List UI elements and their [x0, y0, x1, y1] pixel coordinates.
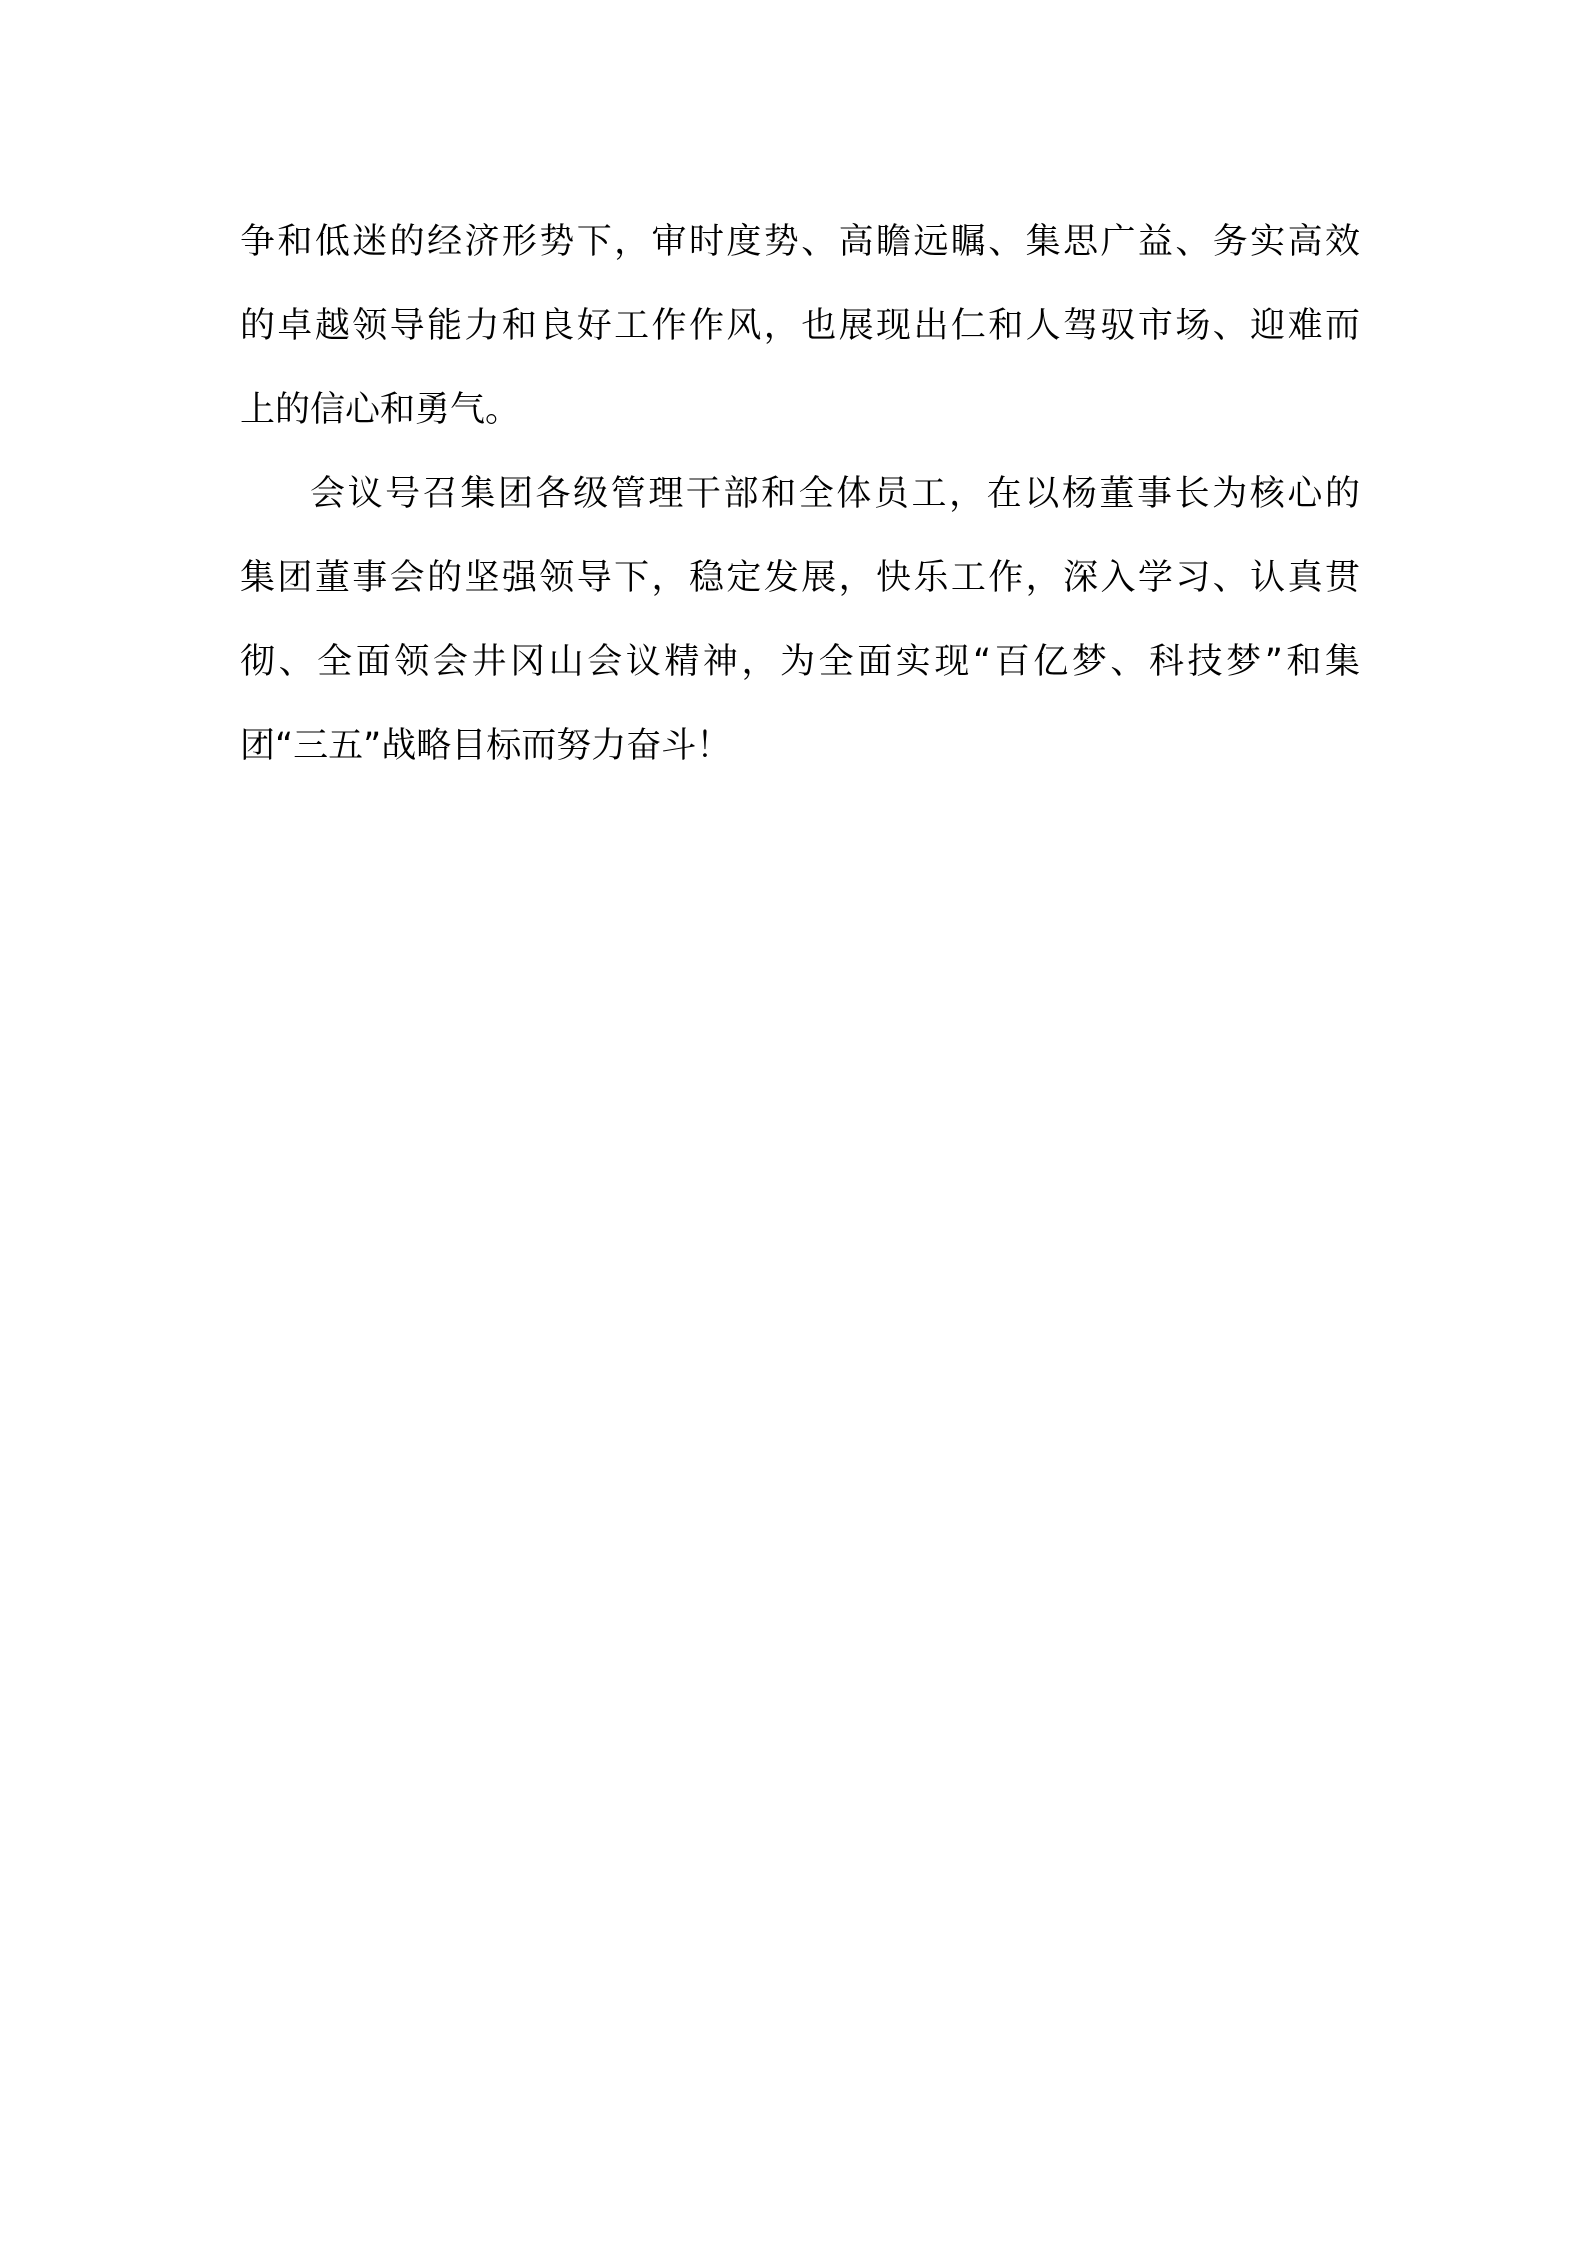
paragraph-line: 彻、全面领会井冈山会议精神，为全面实现“百亿梦、科技梦”和集 — [240, 642, 1360, 682]
paragraph-line: 团“三五”战略目标而努力奋斗！ — [240, 726, 732, 766]
paragraph-line: 集团董事会的坚强领导下，稳定发展，快乐工作，深入学习、认真贯 — [240, 558, 1360, 598]
paragraph-line: 上的信心和勇气。 — [240, 390, 521, 430]
paragraph-line: 争和低迷的经济形势下，审时度势、高瞻远瞩、集思广益、务实高效 — [240, 222, 1360, 262]
paragraph-line: 会议号召集团各级管理干部和全体员工，在以杨董事长为核心的 — [310, 474, 1360, 514]
paragraph-2 — [240, 452, 1360, 788]
document-body — [240, 200, 1360, 788]
paragraph-line: 的卓越领导能力和良好工作作风，也展现出仁和人驾驭市场、迎难而 — [240, 306, 1360, 346]
paragraph-1 — [240, 200, 1360, 452]
